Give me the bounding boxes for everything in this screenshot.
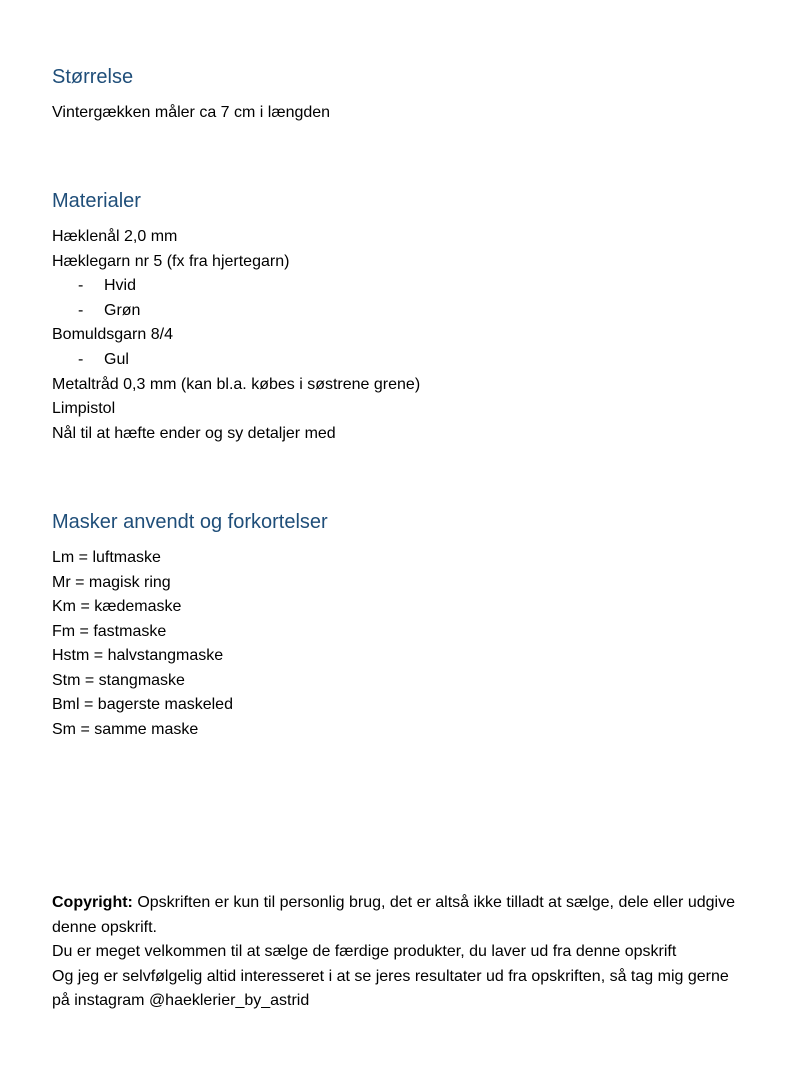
material-item: Metaltråd 0,3 mm (kan bl.a. købes i søstrene grene): [52, 376, 421, 393]
material-subitem-label: Grøn: [104, 302, 141, 319]
stitch-item: Bml = bagerste maskeled: [52, 696, 233, 713]
stitch-item: Km = kædemaske: [52, 598, 182, 615]
material-item: Nål til at hæfte ender og sy detaljer med: [52, 425, 336, 442]
material-item: Hæklegarn nr 5 (fx fra hjertegarn): [52, 253, 290, 270]
material-item: Limpistol: [52, 400, 116, 417]
material-subitem-label: Hvid: [104, 277, 137, 294]
stitch-item: Fm = fastmaske: [52, 623, 167, 640]
material-subitem: [78, 301, 140, 321]
copyright-label: Copyright:: [52, 894, 133, 911]
stitch-item: Sm = samme maske: [52, 721, 199, 738]
stitch-item: Stm = stangmaske: [52, 672, 185, 689]
size-text: Vintergækken måler ca 7 cm i længden: [52, 104, 331, 121]
copyright-paragraph: [52, 891, 742, 940]
material-subitem: [78, 350, 129, 370]
size-heading: Størrelse: [52, 66, 134, 88]
material-item: Bomuldsgarn 8/4: [52, 326, 173, 343]
materials-heading: Materialer: [52, 190, 141, 212]
copyright-text: Opskriften er kun til personlig brug, det er altså ikke tilladt at sælge, dele eller udgive denne opskrift.: [52, 894, 735, 936]
copyright-resale-text: Du er meget velkommen til at sælge de færdige produkter, du laver ud fra denne opskrift: [52, 943, 677, 960]
stitch-item: Lm = luftmaske: [52, 549, 161, 566]
bullet-dash: -: [78, 277, 84, 294]
stitches-heading: Masker anvendt og forkortelser: [52, 511, 328, 533]
bullet-dash: -: [78, 302, 84, 319]
copyright-block: [52, 891, 742, 1014]
copyright-instagram-text: Og jeg er selvfølgelig altid interesseret i at se jeres resultater ud fra opskriften, så tag mig gerne på instagram @haeklerier_by_astrid: [52, 967, 729, 1009]
bullet-dash: -: [78, 351, 84, 368]
material-item: Hæklenål 2,0 mm: [52, 228, 178, 245]
stitch-item: Hstm = halvstangmaske: [52, 647, 224, 664]
material-subitem: [78, 276, 136, 296]
material-subitem-label: Gul: [104, 351, 129, 368]
stitch-item: Mr = magisk ring: [52, 574, 171, 591]
